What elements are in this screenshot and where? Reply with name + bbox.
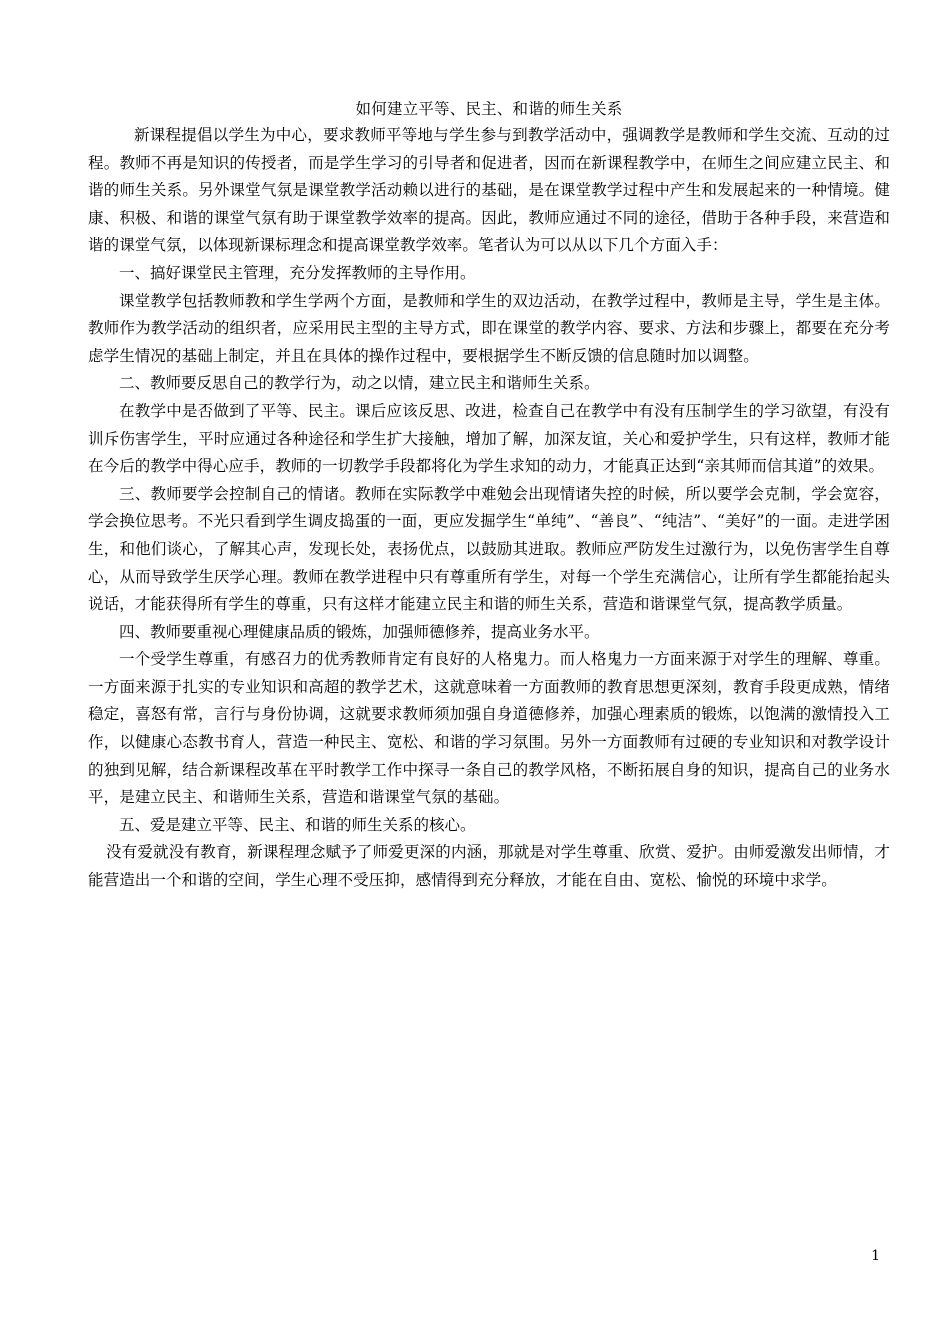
section-1-heading: 一、搞好课堂民主管理，充分发挥教师的主导作用。 (119, 263, 476, 282)
document-title: 如何建立平等、民主、和谐的师生关系 (355, 100, 623, 118)
section-2-heading: 二、教师要反思自己的教学行为，动之以情，建立民主和谐师生关系。 (119, 374, 600, 393)
section-4-body: 一个受学生尊重，有感召力的优秀教师肯定有良好的人格鬼力。而人格鬼力一方面来源于对学生的理解、尊重。一方面来源于扎实的专业知识和高超的教学艺术，这就意味着一方面教师的教育思想更深刻，教育手段更成熟，情绪稳定，喜怒有常，言行与身份协调，这就要求教师须加强自身道德修养，加强心理素质的锻炼，以饱满的激情投入工作，以健康心态教书育人，营造一种民主、宽松、和谐的学习氛围。另外一方面教师有过硬的专业知识和对教学设计的独到见解，结合新课程改革在平时教学工作中探寻一条自己的教学风格，不断拓展自身的知识，提高自己的业务水平，是建立民主、和谐师生关系，营造和谐课堂气氛的基础。 (88, 650, 890, 807)
section-1-body: 课堂教学包括教师教和学生学两个方面，是教师和学生的双边活动，在教学过程中，教师是主导，学生是主体。教师作为教学活动的组织者，应采用民主型的主导方式，即在课堂的教学内容、要求、方法和步骤上，都要在充分考虑学生情况的基础上制定，并且在具体的操作过程中，要根据学生不断反馈的信息随时加以调整。 (88, 291, 890, 365)
document-page (88, 97, 890, 895)
section-5-body: 没有爱就没有教育，新课程理念赋予了师爱更深的内涵，那就是对学生尊重、欣赏、爱护。由师爱激发出师情，才能营造出一个和谐的空间，学生心理不受压抑，感情得到充分释放，才能在自由、宽松、愉悦的环境中求学。 (88, 843, 890, 890)
section-4-heading: 四、教师要重视心理健康品质的锻炼，加强师德修养，提高业务水平。 (119, 622, 600, 641)
section-5-heading: 五、爱是建立平等、民主、和谐的师生关系的核心。 (119, 815, 476, 834)
section-2-body: 在教学中是否做到了平等、民主。课后应该反思、改进，检查自己在教学中有没有压制学生的学习欲望，有没有训斥伤害学生，平时应通过各种途径和学生扩大接触，增加了解，加深友谊，关心和爱护学生，只有这样，教师才能在今后的教学中得心应手，教师的一切教学手段都将化为学生求知的动力，才能真正达到“亲其师而信其道”的效果。 (88, 401, 890, 476)
section-3-paragraph: 三、教师要学会控制自己的情诸。教师在实际教学中难勉会出现情诸失控的时候，所以要学会克制，学会宽容，学会换位思考。不光只看到学生调皮捣蛋的一面，更应发掘学生“单纯”、“善良”、“纯洁”、“美好”的一面。走进学困生，和他们谈心，了解其心声，发现长处，表扬优点，以鼓励其进取。教师应严防发生过激行为，以免伤害学生自尊心，从而导致学生厌学心理。教师在教学进程中只有尊重所有学生，对每一个学生充满信心，让所有学生都能抬起头说话，才能获得所有学生的尊重，只有这样才能建立民主和谐的师生关系，营造和谐课堂气氛，提高教学质量。 (88, 484, 890, 614)
page-number: 1 (871, 1248, 880, 1264)
intro-paragraph: 新课程提倡以学生为中心，要求教师平等地与学生参与到教学活动中，强调教学是教师和学生交流、互动的过程。教师不再是知识的传授者，而是学生学习的引导者和促进者，因而在新课程教学中，在师生之间应建立民主、和谐的师生关系。另外课堂气氛是课堂教学活动赖以进行的基础，是在课堂教学过程中产生和发展起来的一种情境。健康、积极、和谐的课堂气氛有助于课堂教学效率的提高。因此，教师应通过不同的途径，借助于各种手段，来营造和谐的课堂气氛，以体现新课标理念和提高课堂教学效率。笔者认为可以从以下几个方面入手： (88, 126, 890, 255)
